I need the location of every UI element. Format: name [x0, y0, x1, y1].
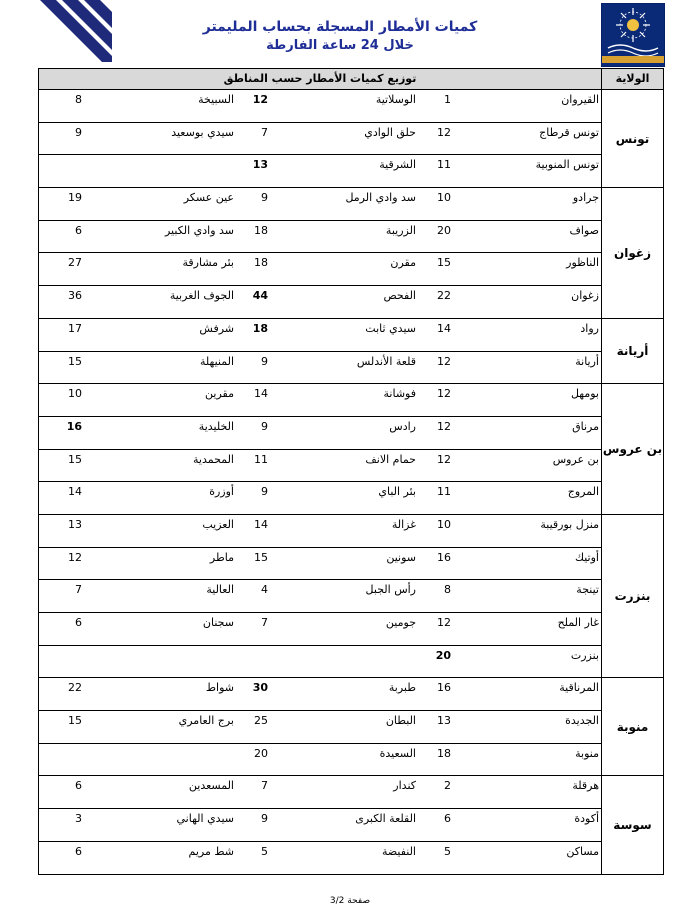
table-row — [39, 123, 601, 156]
station-name: غار الملح — [557, 616, 599, 629]
station-rows — [39, 90, 601, 187]
table-row — [39, 711, 601, 744]
station-name: بنزرت — [570, 648, 599, 662]
rainfall-value: 11 — [437, 158, 451, 172]
table-row — [39, 613, 601, 646]
station-name: البطان — [385, 714, 416, 728]
rainfall-value: 22 — [68, 681, 82, 695]
rainfall-value: 12 — [437, 387, 451, 401]
table-row — [39, 842, 601, 874]
rainfall-value: 1 — [444, 93, 451, 106]
rainfall-value: 12 — [437, 125, 451, 139]
page-number: صفحة 3/2 — [329, 896, 371, 906]
station-name: المرناقية — [559, 681, 599, 695]
station-rows — [39, 319, 601, 383]
governorate-name: بنزرت — [601, 515, 663, 677]
station-name: الجديدة — [565, 714, 599, 728]
station-name: هرقلة — [572, 779, 599, 793]
station-name: أوزرة — [209, 485, 234, 499]
station-name: غزالة — [391, 517, 416, 531]
table-row — [39, 515, 601, 548]
station-name: تينجة — [576, 583, 599, 597]
station-name: مساكن — [566, 844, 599, 858]
title-line-1: كميات الأمطار المسجلة بحساب المليمتر — [202, 19, 478, 35]
station-rows — [39, 188, 601, 318]
rainfall-value: 16 — [437, 550, 451, 564]
station-name: الفحص — [383, 289, 416, 303]
rainfall-value: 2 — [444, 779, 451, 793]
station-name: طبربة — [388, 681, 416, 695]
table-row — [39, 319, 601, 352]
rainfall-value: 9 — [75, 125, 82, 139]
station-name: عين عسكر — [183, 191, 234, 205]
rainfall-value: 16 — [437, 681, 451, 695]
station-name: صواف — [569, 223, 599, 237]
governorate-name: أريانة — [601, 319, 663, 383]
station-name: المروج — [567, 485, 599, 499]
rainfall-value: 12 — [437, 354, 451, 368]
governorate-group — [39, 384, 663, 515]
station-rows — [39, 384, 601, 514]
station-name: القيروان — [561, 93, 599, 106]
table-row — [39, 352, 601, 384]
title-line-2: خلال 24 ساعة الفارطة — [266, 38, 414, 53]
rainfall-value: 8 — [75, 93, 82, 106]
rainfall-value: 12 — [252, 93, 268, 106]
table-row — [39, 286, 601, 318]
station-name: قلعة الأندلس — [356, 354, 416, 368]
table-row — [39, 188, 601, 221]
station-name: منوبة — [575, 746, 599, 760]
institute-logo — [601, 3, 665, 67]
table-body — [39, 90, 663, 874]
station-name: النفيضة — [381, 844, 416, 858]
station-name: جرادو — [572, 191, 599, 205]
station-name: ماطر — [209, 550, 234, 564]
rainfall-value: 11 — [437, 485, 451, 499]
distribution-header: توزيع كميات الأمطار حسب المناطق — [223, 72, 417, 85]
governorate-group — [39, 776, 663, 873]
table-row — [39, 776, 601, 809]
rainfall-value: 18 — [437, 746, 451, 760]
station-name: رادس — [389, 419, 416, 433]
rainfall-value: 13 — [437, 714, 451, 728]
table-row — [39, 548, 601, 581]
rainfall-value: 6 — [75, 779, 82, 793]
station-name: الناظور — [566, 256, 599, 270]
rainfall-value: 12 — [437, 419, 451, 433]
rainfall-value: 18 — [254, 256, 268, 270]
rainfall-value: 19 — [68, 191, 82, 205]
station-name: القلعة الكبرى — [355, 812, 416, 826]
rainfall-value: 10 — [68, 387, 82, 401]
station-name: المنيهلة — [199, 354, 234, 368]
governorate-name: زغوان — [601, 188, 663, 318]
station-name: حمام الانف — [365, 452, 416, 466]
governorate-name: بن عروس — [601, 384, 663, 514]
station-name: السعيدة — [379, 746, 416, 760]
station-name: برج العامري — [178, 714, 234, 728]
table-row — [39, 482, 601, 514]
rainfall-value: 3 — [75, 812, 82, 826]
station-name: رواد — [580, 321, 599, 335]
rainfall-value: 18 — [252, 321, 268, 335]
rainfall-value: 6 — [75, 844, 82, 858]
station-name: بئر مشارقة — [182, 256, 234, 270]
station-name: تونس قرطاج — [539, 125, 599, 139]
rainfall-value: 20 — [437, 223, 451, 237]
rainfall-value: 7 — [75, 583, 82, 597]
table-row — [39, 580, 601, 613]
table-row — [39, 678, 601, 711]
station-name: بومهل — [570, 387, 599, 401]
station-name: السبيخة — [198, 93, 234, 106]
rainfall-value: 12 — [437, 616, 451, 629]
table-row — [39, 744, 601, 776]
station-name: مقرين — [205, 387, 234, 401]
station-name: الوسلاتية — [375, 93, 416, 106]
table-row — [39, 90, 601, 123]
station-name: أكودة — [574, 812, 599, 826]
rainfall-value: 15 — [437, 256, 451, 270]
table-header-row — [39, 69, 663, 90]
station-name: رأس الجبل — [365, 583, 416, 597]
rainfall-value: 6 — [75, 616, 82, 629]
rainfall-value: 7 — [261, 779, 268, 793]
rainfall-value: 9 — [261, 485, 268, 499]
station-name: بئر الباي — [378, 485, 416, 499]
station-name: أريانة — [575, 354, 599, 368]
governorate-group — [39, 188, 663, 319]
station-name: سونين — [386, 550, 416, 564]
rainfall-value: 27 — [68, 256, 82, 270]
rainfall-value: 17 — [68, 321, 82, 335]
logo-caption-band — [602, 56, 664, 63]
station-name: جومين — [385, 616, 416, 629]
table-row — [39, 155, 601, 187]
rainfall-value: 22 — [437, 289, 451, 303]
rainfall-value: 25 — [254, 714, 268, 728]
station-name: المحمدية — [193, 452, 234, 466]
station-name: فوشانة — [383, 387, 416, 401]
station-name: شواط — [205, 681, 234, 695]
station-name: مقرن — [390, 256, 416, 270]
station-name: كندار — [393, 779, 416, 793]
station-rows — [39, 515, 601, 677]
station-name: سيدي الهاني — [176, 812, 234, 826]
rainfall-value: 13 — [252, 158, 268, 172]
station-name: شط مريم — [188, 844, 234, 858]
sun-star-emblem-icon — [602, 4, 664, 58]
rainfall-value: 7 — [261, 125, 268, 139]
station-name: الجوف الغربية — [169, 289, 234, 303]
rainfall-value: 4 — [261, 583, 268, 597]
table-row — [39, 450, 601, 483]
rainfall-value: 44 — [252, 289, 268, 303]
rainfall-value: 18 — [254, 223, 268, 237]
rainfall-value: 9 — [261, 812, 268, 826]
station-name: العزيب — [202, 517, 234, 531]
rainfall-value: 8 — [444, 583, 451, 597]
station-name: منزل بورقيبة — [540, 517, 599, 531]
rainfall-value: 9 — [261, 191, 268, 205]
rainfall-value: 20 — [435, 648, 451, 662]
rainfall-value: 14 — [437, 321, 451, 335]
station-name: سيدي ثابت — [365, 321, 416, 335]
station-name: الزريبة — [385, 223, 416, 237]
rainfall-value: 10 — [437, 517, 451, 531]
rainfall-value: 9 — [261, 354, 268, 368]
rainfall-value: 15 — [68, 714, 82, 728]
station-name: شرفش — [199, 321, 234, 335]
governorate-group — [39, 678, 663, 776]
table-row — [39, 253, 601, 286]
rainfall-value: 11 — [254, 452, 268, 466]
station-name: الخليدية — [198, 419, 234, 433]
governorate-group — [39, 515, 663, 678]
governorate-name: تونس — [601, 90, 663, 187]
rainfall-value: 14 — [254, 517, 268, 531]
station-name: مرناق — [572, 419, 599, 433]
table-row — [39, 221, 601, 254]
rainfall-value: 9 — [261, 419, 268, 433]
rainfall-value: 30 — [252, 681, 268, 695]
rainfall-value: 12 — [437, 452, 451, 466]
station-name: الشرقية — [379, 158, 416, 172]
station-name: سد وادي الكبير — [164, 223, 234, 237]
corner-stripes-decoration — [0, 0, 112, 62]
rainfall-table — [38, 68, 664, 875]
rainfall-value: 13 — [68, 517, 82, 531]
rainfall-value: 6 — [444, 812, 451, 826]
rainfall-value: 15 — [68, 452, 82, 466]
table-row — [39, 384, 601, 417]
station-name: المسعدين — [188, 779, 234, 793]
station-name: سيدي بوسعيد — [171, 125, 234, 139]
station-name: سد وادي الرمل — [345, 191, 416, 205]
rainfall-value: 7 — [261, 616, 268, 629]
station-name: بن عروس — [552, 452, 599, 466]
rainfall-value: 12 — [68, 550, 82, 564]
governorate-name: منوبة — [601, 678, 663, 775]
governorate-group — [39, 90, 663, 188]
rainfall-value: 6 — [75, 223, 82, 237]
rainfall-value: 5 — [261, 844, 268, 858]
rainfall-value: 10 — [437, 191, 451, 205]
table-row — [39, 809, 601, 842]
table-row — [39, 417, 601, 450]
station-rows — [39, 678, 601, 775]
rainfall-value: 15 — [68, 354, 82, 368]
station-name: تونس المنوبية — [535, 158, 599, 172]
rainfall-value: 5 — [444, 844, 451, 858]
station-name: أوتيك — [574, 550, 599, 564]
rainfall-value: 20 — [254, 746, 268, 760]
station-name: العالية — [206, 583, 234, 597]
station-name: سجنان — [202, 616, 234, 629]
governorate-group — [39, 319, 663, 384]
governorate-name: سوسة — [601, 776, 663, 873]
table-row — [39, 646, 601, 678]
governorate-header: الولاية — [601, 69, 663, 89]
rainfall-value: 14 — [68, 485, 82, 499]
document-title — [200, 18, 480, 54]
rainfall-value: 36 — [68, 289, 82, 303]
rainfall-value: 15 — [254, 550, 268, 564]
station-rows — [39, 776, 601, 873]
station-name: حلق الوادي — [364, 125, 416, 139]
rainfall-value: 16 — [66, 419, 82, 433]
rainfall-value: 14 — [254, 387, 268, 401]
station-name: زغوان — [571, 289, 599, 303]
